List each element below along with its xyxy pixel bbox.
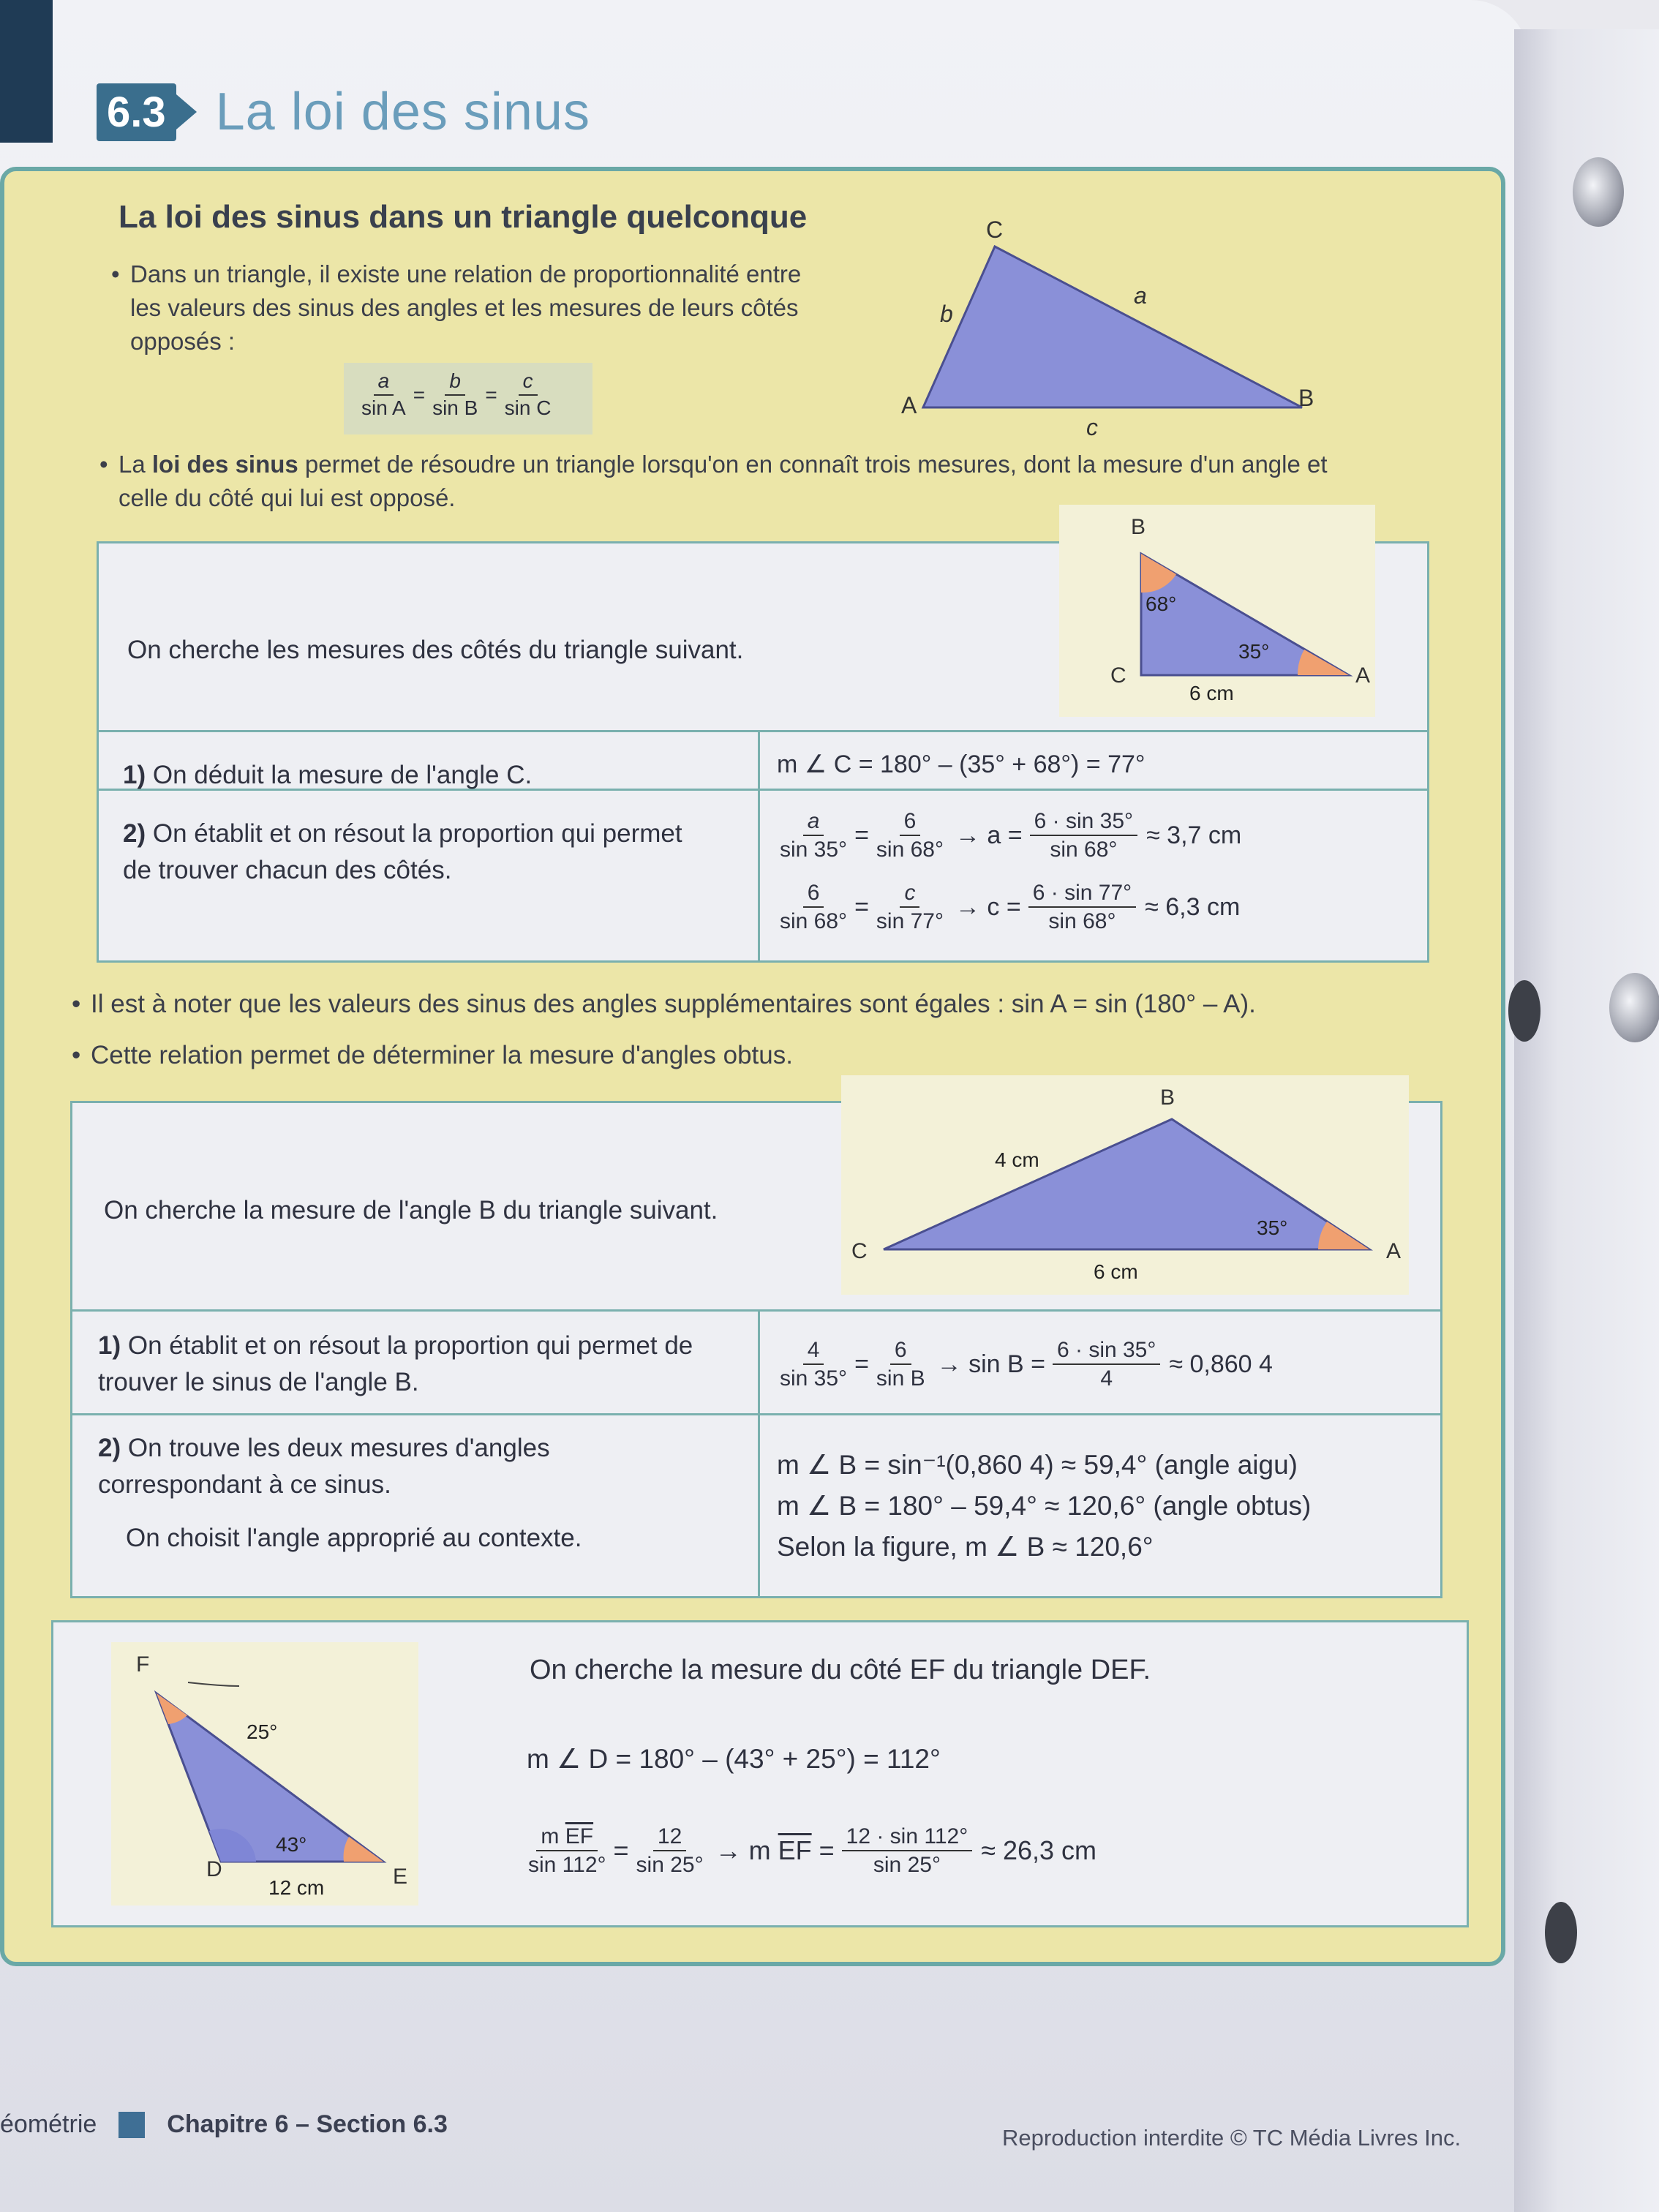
math-line-acute: m ∠ B = sin⁻¹(0,860 4) ≈ 59,4° (angle aigu) (777, 1450, 1298, 1480)
step-number: 1) (123, 761, 146, 789)
step-text: On établit et on résout la proportion qui permet de trouver le sinus de l'angle B. (98, 1331, 693, 1396)
fraction-numerator: 6 (900, 809, 921, 836)
footer-left (0, 2110, 448, 2139)
fraction-denominator: sin 25° (873, 1853, 941, 1877)
vertex-b: B (1298, 385, 1314, 411)
fraction-numerator: 6 (890, 1338, 911, 1365)
section-number: 6.3 (97, 83, 176, 141)
step-text: On établit et on résout la proportion qui permet de trouver chacun des côtés. (123, 819, 682, 884)
spine-bar (0, 0, 53, 143)
result: ≈ 3,7 cm (1146, 821, 1242, 849)
vertex-a: A (901, 392, 917, 418)
vertex-c: C (851, 1239, 868, 1263)
binder-hole (1573, 157, 1624, 227)
triangle-example1-figure (1059, 508, 1375, 721)
vertex-d: D (206, 1857, 222, 1881)
fraction-denominator: sin 35° (780, 1366, 848, 1391)
fraction-numerator: 6 · sin 77° (1028, 881, 1136, 908)
vertex-b: B (1131, 515, 1146, 539)
example1-step2 (123, 816, 708, 889)
binder-hole (1545, 1902, 1577, 1963)
side-de-label: 12 cm (268, 1876, 325, 1899)
result: ≈ 0,860 4 (1169, 1350, 1273, 1378)
arrow-result: → c = (955, 892, 1021, 921)
denominator-sinA: sin A (361, 396, 406, 419)
segment-ef: $\overline{EF}$ (565, 1824, 594, 1848)
step-text: On déduit la mesure de l'angle C. (152, 761, 533, 789)
math-line-conclusion: Selon la figure, m ∠ B ≈ 120,6° (777, 1532, 1154, 1562)
numerator-a: a (374, 370, 394, 396)
footer-copyright: Reproduction interdite © TC Média Livres Inc. (1002, 2125, 1462, 2151)
triangle-example2 (884, 1119, 1369, 1249)
arrow-result: → m (715, 1835, 778, 1865)
triangle-abc-figure (892, 208, 1346, 443)
section-title (97, 82, 590, 142)
side-c: c (1086, 414, 1098, 440)
side-cb-label: 4 cm (995, 1148, 1039, 1171)
arrow-result: → sin B = (936, 1350, 1045, 1378)
example1-intro: On cherche les mesures des côtés du triangle suivant. (127, 636, 744, 664)
fraction-denominator: sin B (876, 1366, 925, 1391)
example1-step1 (123, 757, 532, 794)
table-divider (70, 1413, 1442, 1415)
fraction-numerator: 4 (803, 1338, 824, 1365)
step-number: 1) (98, 1331, 121, 1360)
step-number: 2) (98, 1434, 121, 1462)
table-column-divider (758, 730, 760, 963)
example3-equation: $\frac{m \overline{EF}}{\sin 112^\circ}$ = $\frac{12}{\sin 25^\circ}$ → m $\overline{EF}$ = $\frac{12 \cdot \sin 112^\circ}{\sin 25^\circ}$ ≈ 26,3 cm (521, 1814, 1096, 1887)
triangle-example2-figure (841, 1075, 1409, 1295)
note-supplementary (91, 988, 1481, 1021)
table-divider (97, 730, 1429, 732)
law-of-sines-formula (344, 363, 592, 434)
note-obtuse (91, 1039, 1115, 1072)
fraction-denominator: sin 68° (1050, 838, 1118, 862)
side-a: a (1134, 282, 1147, 309)
example2-equation: $\frac{4}{\sin 35^\circ}$ = $\frac{6}{\text{sin B}}$ → sin B = $\frac{6 \cdot \sin 35^\circ}{4}$ ≈ 0,860 4 (772, 1331, 1273, 1397)
angle-e-marker (344, 1837, 383, 1862)
example3-intro: On cherche la mesure du côté EF du triangle DEF. (530, 1655, 1151, 1685)
example1-equation-a: $\frac{a}{\sin 35^\circ}$ = $\frac{6}{\sin 68^\circ}$ → a = $\frac{6 \cdot \sin 35^\circ}{\sin 68^\circ}$ ≈ 3,7 cm (772, 806, 1241, 865)
fraction-denominator: sin 112° (528, 1853, 606, 1877)
bullet-text: La (118, 451, 152, 478)
example2-step2 (98, 1430, 712, 1503)
angle-b-label: 68° (1146, 592, 1177, 615)
triangle-abc (923, 247, 1302, 407)
table-column-divider (758, 1309, 760, 1598)
step-number: 2) (123, 819, 146, 848)
example2-step2-math (777, 1445, 1311, 1568)
angle-f-pointer (188, 1682, 239, 1686)
footer-subject: éométrie (0, 2110, 97, 2138)
fraction-denominator: sin 68° (1048, 909, 1116, 933)
angle-a-marker (1298, 650, 1349, 675)
vertex-a: A (1386, 1239, 1402, 1263)
segment-ef: $\overline{EF}$ (778, 1835, 812, 1865)
note-text: Cette relation permet de déterminer la mesure d'angles obtus. (91, 1041, 793, 1069)
denominator-sinB: sin B (432, 396, 478, 419)
math-line-obtuse: m ∠ B = 180° – 59,4° ≈ 120,6° (angle obtus) (777, 1491, 1312, 1521)
equals: = (413, 383, 426, 406)
fraction-numerator: 12 (653, 1824, 686, 1851)
next-page-edge (1514, 29, 1659, 2212)
footer-chapter: Chapitre 6 – Section 6.3 (167, 2110, 448, 2138)
numerator-c: c (519, 370, 538, 396)
fraction-denominator: sin 77° (876, 909, 944, 933)
vertex-b: B (1160, 1086, 1175, 1110)
fraction-denominator: sin 68° (876, 838, 944, 862)
equals: = (485, 383, 497, 406)
example3-angle-d: m ∠ D = 180° – (43° + 25°) = 112° (527, 1744, 941, 1774)
result: ≈ 26,3 cm (981, 1835, 1097, 1865)
step-text: On trouve les deux mesures d'angles correspondant à ce sinus. (98, 1434, 550, 1499)
fraction-denominator: 4 (1100, 1366, 1113, 1391)
note-text: Il est à noter que les valeurs des sinus des angles supplémentaires sont égales : sin A = sin (180° – A). (91, 990, 1256, 1018)
binder-hole (1609, 973, 1659, 1042)
example2-step2-choice: On choisit l'angle approprié au contexte. (126, 1524, 582, 1552)
bullet-proportionality (130, 257, 832, 358)
box-heading: La loi des sinus dans un triangle quelconque (118, 199, 808, 235)
side-ca-label: 6 cm (1189, 682, 1234, 704)
angle-a-label: 35° (1238, 640, 1270, 663)
section-heading: La loi des sinus (215, 83, 590, 141)
numerator-b: b (445, 370, 465, 396)
angle-a-label: 35° (1257, 1216, 1288, 1239)
fraction-numerator: c (900, 881, 919, 908)
vertex-e: E (393, 1865, 408, 1889)
bullet-text: permet de résoudre un triangle lorsqu'on en connaît trois mesures, dont la mesure d'un angle et celle du côté qui lui est opposé. (118, 451, 1328, 511)
denominator-sinC: sin C (504, 396, 552, 419)
bullet-text: Dans un triangle, il existe une relation de proportionnalité entre les valeurs des sinus des angles et les mesures de leurs côtés opposés : (130, 260, 802, 355)
angle-a-marker (1318, 1222, 1369, 1249)
arrow-result: → a = (955, 821, 1023, 849)
triangle-def-figure (111, 1642, 418, 1906)
equals: = (811, 1835, 835, 1865)
fraction-numerator: a (803, 809, 824, 836)
example1-equation-c: $\frac{6}{\sin 68^\circ}$ = $\frac{c}{\sin 77^\circ}$ → c = $\frac{6 \cdot \sin 77^\circ}{\sin 68^\circ}$ ≈ 6,3 cm (772, 878, 1240, 936)
side-ca-label: 6 cm (1094, 1260, 1138, 1283)
angle-d-label: 43° (276, 1833, 307, 1856)
table-divider (70, 1309, 1442, 1312)
fraction-numerator: 6 · sin 35° (1053, 1338, 1160, 1365)
fraction-denominator: sin 35° (780, 838, 848, 862)
arrow-icon (176, 94, 197, 129)
fraction-numerator: 12 · sin 112° (842, 1824, 973, 1851)
fraction-numerator: 6 · sin 35° (1030, 809, 1137, 836)
binder-hole (1508, 980, 1540, 1042)
measure-prefix: m (541, 1824, 565, 1848)
vertex-c: C (986, 217, 1004, 243)
result: ≈ 6,3 cm (1145, 892, 1241, 921)
vertex-c: C (1110, 663, 1126, 688)
side-b: b (940, 301, 953, 327)
fraction-denominator: sin 25° (636, 1853, 704, 1877)
angle-f-label: 25° (247, 1720, 278, 1743)
footer-square-icon (118, 2112, 145, 2138)
triangle-def (157, 1693, 383, 1862)
vertex-f: F (136, 1652, 150, 1677)
bullet-bold: loi des sinus (151, 451, 298, 478)
example2-intro: On cherche la mesure de l'angle B du triangle suivant. (104, 1196, 718, 1224)
example1-step1-math: m ∠ C = 180° – (35° + 68°) = 77° (777, 750, 1146, 778)
example2-step1 (98, 1328, 712, 1401)
vertex-a: A (1355, 663, 1371, 688)
fraction-numerator: 6 (803, 881, 824, 908)
fraction-denominator: sin 68° (780, 909, 848, 933)
